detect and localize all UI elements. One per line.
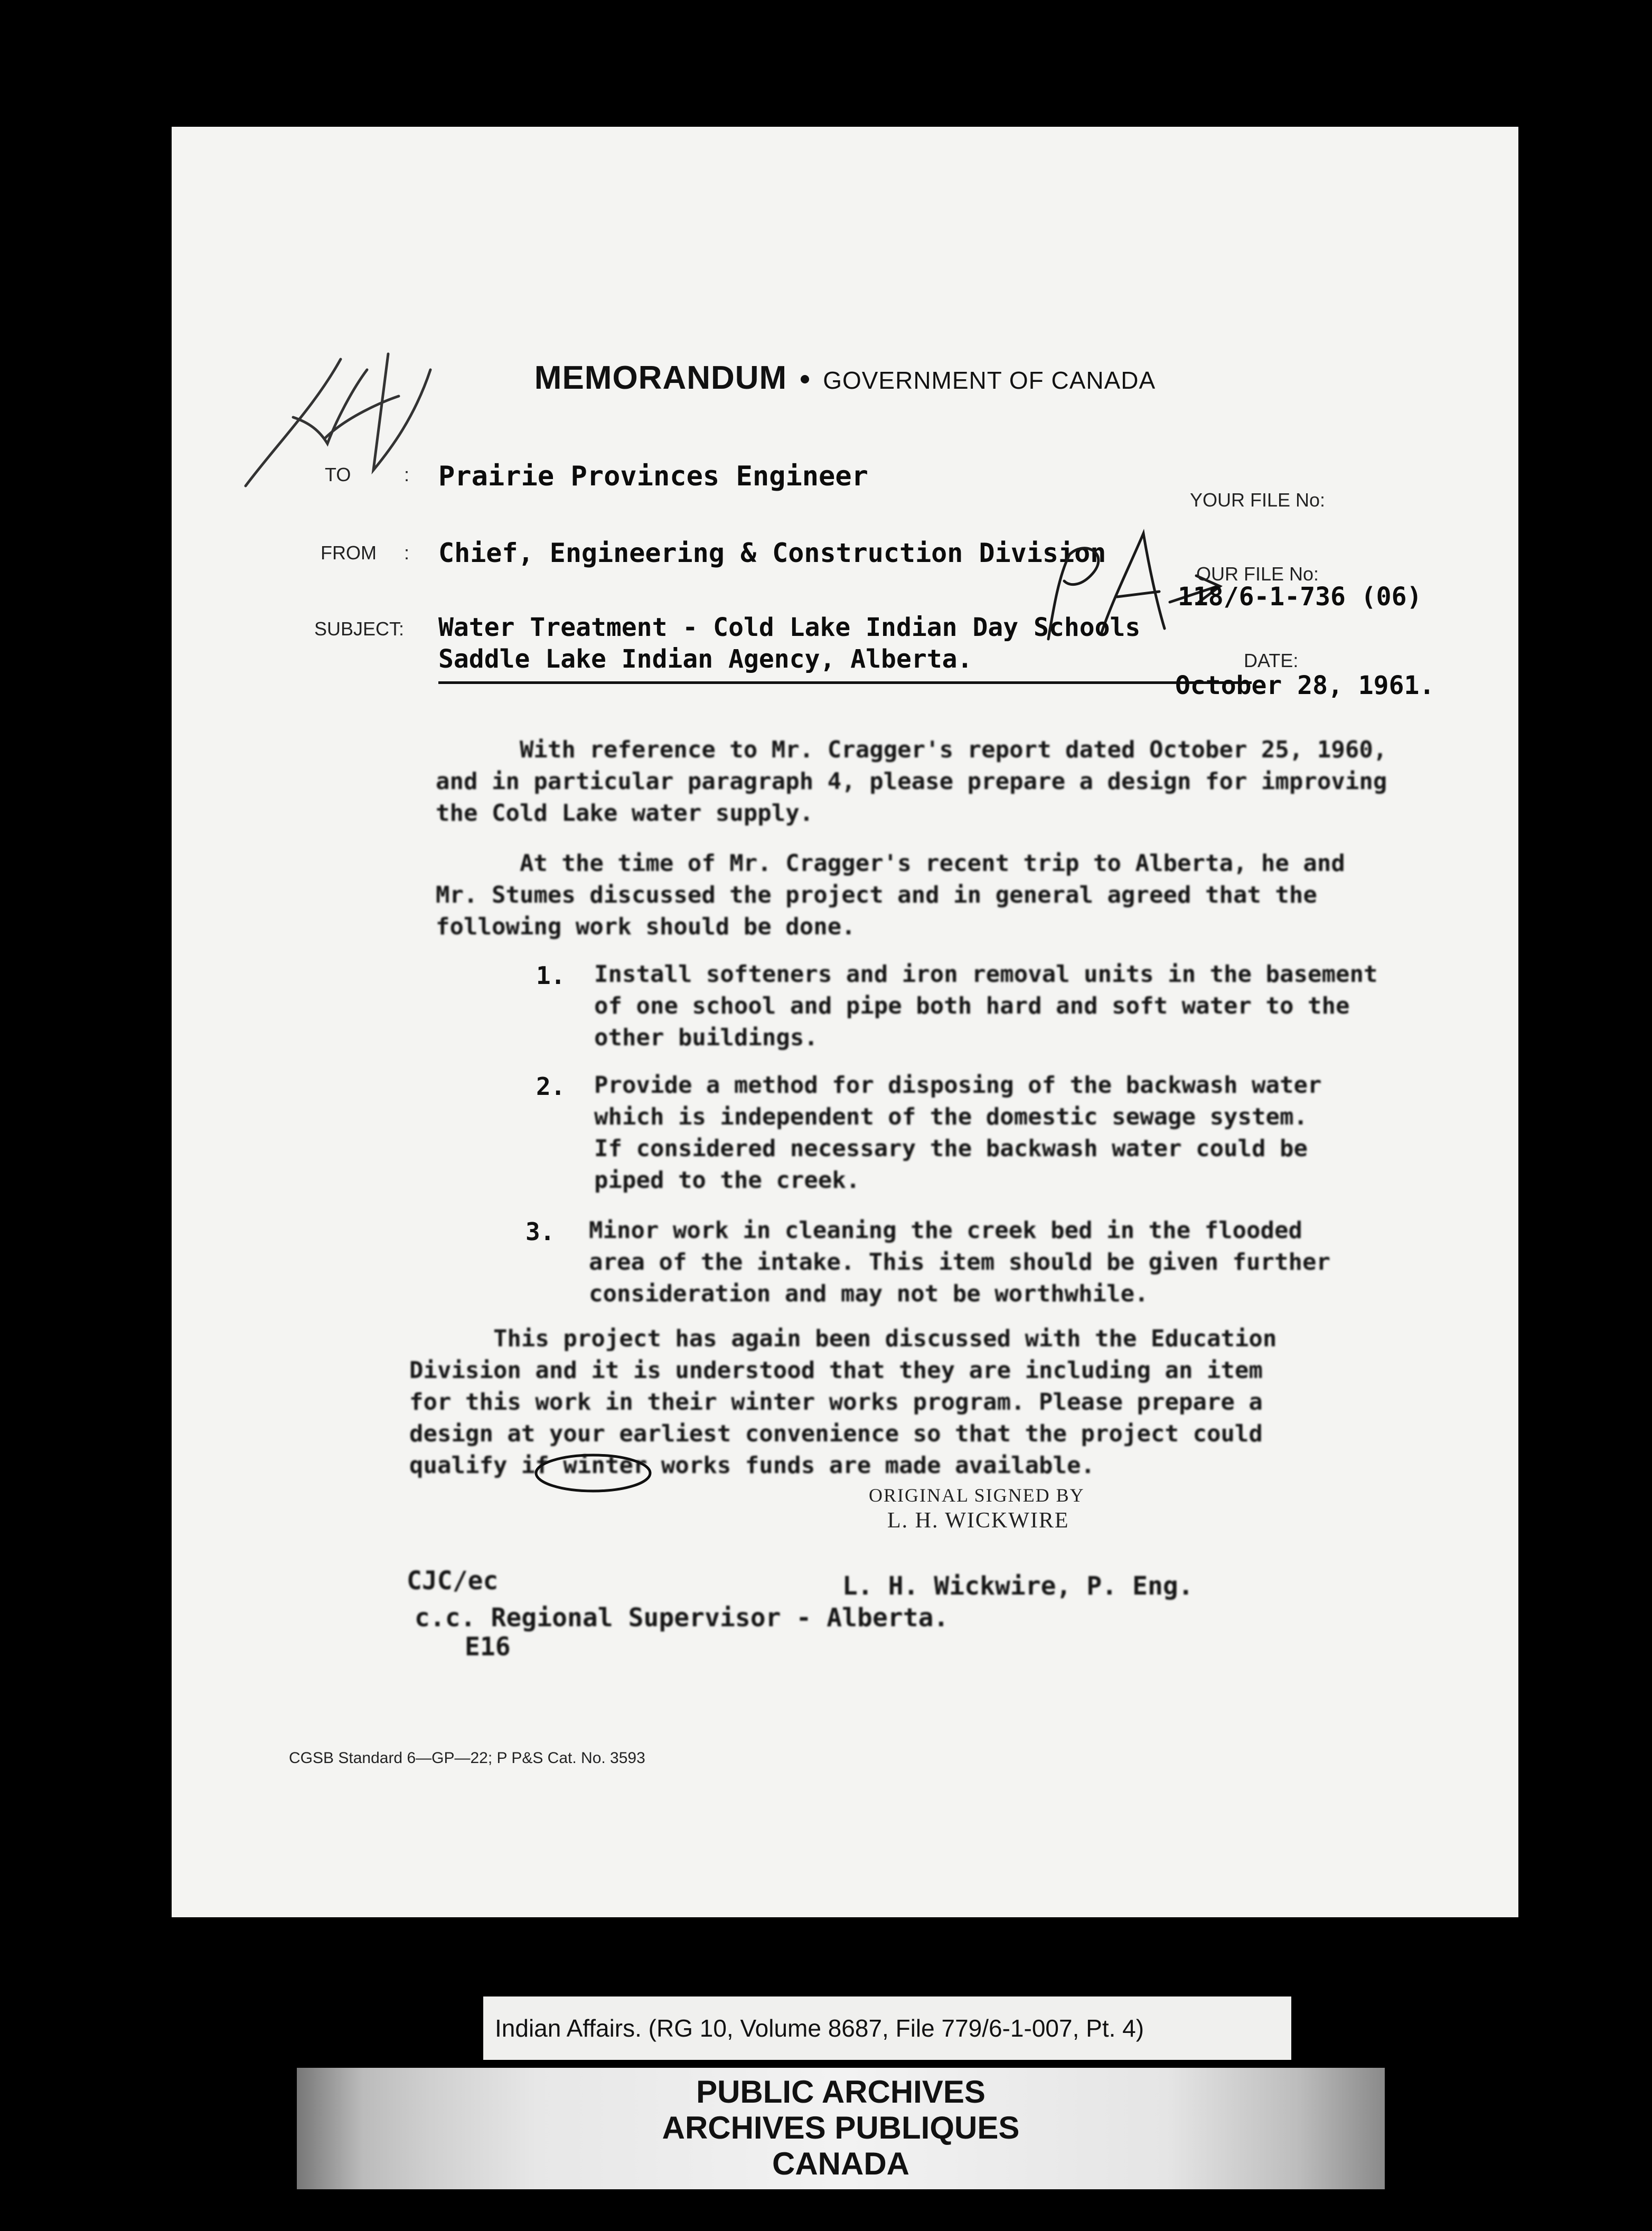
signature-stamp-line-1: ORIGINAL SIGNED BY xyxy=(869,1485,1085,1506)
memo-page xyxy=(172,127,1518,1917)
subject-underline xyxy=(438,681,1252,684)
form-standard-footer: CGSB Standard 6—GP—22; P P&S Cat. No. 3593 xyxy=(289,1749,645,1767)
memo-title: MEMORANDUM xyxy=(534,360,787,396)
to-value: Prairie Provinces Engineer xyxy=(438,461,868,492)
subject-label: SUBJECT: xyxy=(314,618,405,640)
body-paragraph-1: With reference to Mr. Cragger's report dated October 25, 1960, and in particular paragraph 4, please prepare a design for improving the Cold Lake water supply. xyxy=(436,736,1387,827)
handwritten-circle xyxy=(531,1450,658,1497)
cc-line-2: E16 xyxy=(465,1632,511,1662)
subject-line-1: Water Treatment - Cold Lake Indian Day Schools xyxy=(438,613,1141,642)
memo-subtitle: GOVERNMENT OF CANADA xyxy=(823,367,1156,394)
item-3-text: Minor work in cleaning the creek bed in the flooded area of the intake. This item should be given further consideration and may not be worthwhile. xyxy=(589,1217,1330,1307)
item-1-text: Install softeners and iron removal units in the basement of one school and pipe both hard and soft water to the other buildings. xyxy=(594,961,1378,1051)
date-label: DATE: xyxy=(1244,650,1299,671)
body-paragraph-2: At the time of Mr. Cragger's recent trip to Alberta, he and Mr. Stumes discussed the project and in general agreed that the following work should be done. xyxy=(436,850,1345,940)
archive-line-3: CANADA xyxy=(772,2146,909,2181)
archive-stamp-text xyxy=(297,2074,1385,2182)
from-label: FROM xyxy=(321,542,377,564)
from-colon: : xyxy=(404,542,410,564)
item-2-text: Provide a method for disposing of the backwash water which is independent of the domestic sewage system. If considered necessary the backwash water could be piped to the creek. xyxy=(594,1072,1322,1194)
item-3-number: 3. xyxy=(525,1217,555,1246)
archive-line-1: PUBLIC ARCHIVES xyxy=(696,2074,985,2110)
archive-citation-label: Indian Affairs. (RG 10, Volume 8687, File 779/6-1-007, Pt. 4) xyxy=(483,1996,1291,2060)
archive-line-2: ARCHIVES PUBLIQUES xyxy=(662,2110,1020,2145)
date-value: October 28, 1961. xyxy=(1175,671,1435,700)
our-file-value: 118/6-1-736 (06) xyxy=(1178,582,1422,612)
from-value: Chief, Engineering & Construction Division xyxy=(438,538,1106,568)
your-file-label: YOUR FILE No: xyxy=(1190,489,1326,511)
signature-stamp-line-2: L. H. WICKWIRE xyxy=(887,1508,1069,1533)
to-colon: : xyxy=(404,464,410,485)
to-label: TO xyxy=(325,464,351,485)
initials-typist: CJC/ec xyxy=(407,1566,499,1596)
archive-stamp-strip xyxy=(297,2068,1385,2189)
typed-signature: L. H. Wickwire, P. Eng. xyxy=(842,1571,1194,1601)
item-2-number: 2. xyxy=(536,1072,566,1101)
cc-line-1: c.c. Regional Supervisor - Alberta. xyxy=(415,1603,949,1633)
body-paragraph-3: This project has again been discussed with the Education Division and it is understood that they are including an item for this work in their winter works program. Please prepare a design at your earliest convenience so that the project could qualify if winter works funds are made available. xyxy=(409,1325,1277,1479)
subject-line-2: Saddle Lake Indian Agency, Alberta. xyxy=(438,644,973,674)
bullet-dot xyxy=(801,375,809,383)
item-1-number: 1. xyxy=(536,961,566,990)
our-file-label: OUR FILE No: xyxy=(1196,563,1319,585)
